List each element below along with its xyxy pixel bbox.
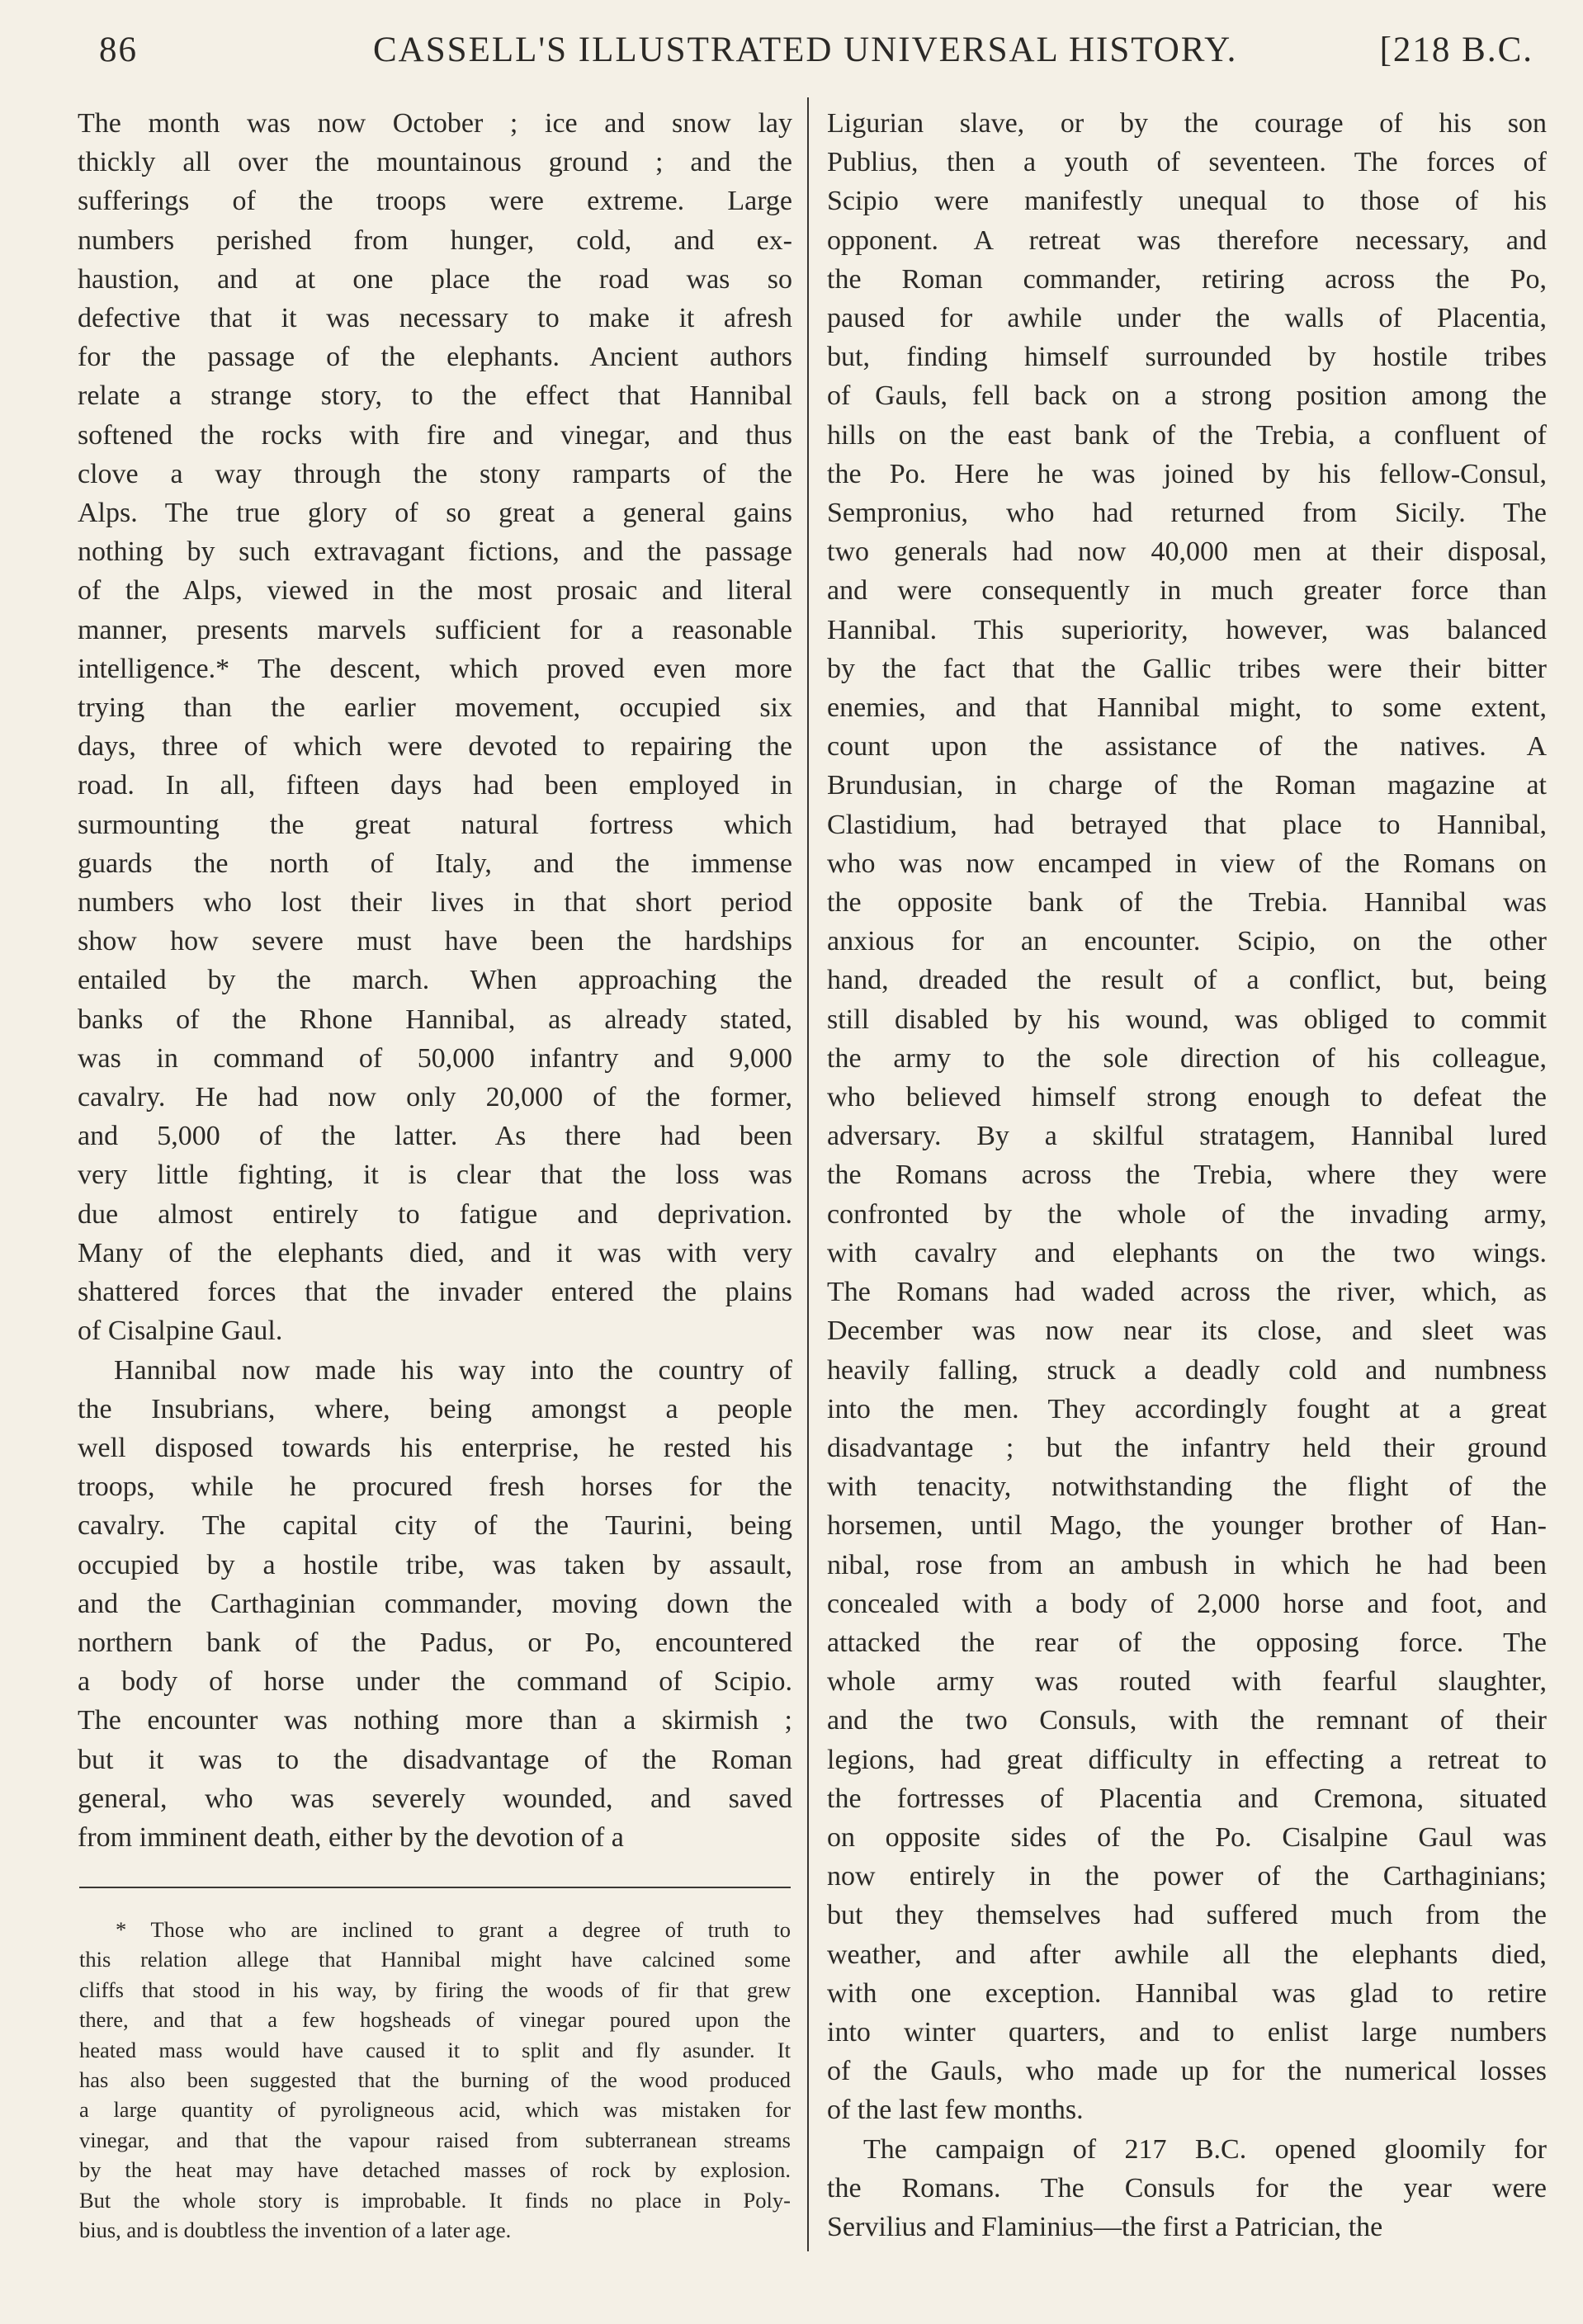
text-line: The encounter was nothing more than a skirmish ; [78, 1705, 792, 1736]
text-line: and were consequently in much greater force than [827, 575, 1547, 607]
text-line: into the men. They accordingly fought at a great [827, 1393, 1547, 1424]
text-line: the opposite bank of the Trebia. Hannibal was [827, 887, 1547, 919]
text-line: of the last few months. [827, 2095, 1084, 2126]
text-line: cavalry. He had now only 20,000 of the former, [78, 1082, 792, 1113]
text-line: softened the rocks with fire and vinegar, and thus [78, 419, 792, 451]
text-line: a body of horse under the command of Scipio. [78, 1666, 792, 1698]
text-line: with tenacity, notwithstanding the flight of the [827, 1471, 1547, 1503]
text-line: of the Gauls, who made up for the numerical losses [827, 2056, 1547, 2087]
text-line: the Romans. The Consuls for the year were [827, 2172, 1547, 2204]
text-line: cavalry. The capital city of the Taurini, being [78, 1510, 792, 1542]
text-line: occupied by a hostile tribe, was taken by assault, [78, 1549, 792, 1580]
text-line: due almost entirely to fatigue and deprivation. [78, 1198, 792, 1230]
text-line: guards the north of Italy, and the immense [78, 848, 792, 879]
text-line: but, finding himself surrounded by hostile tribes [827, 342, 1547, 373]
text-line: on opposite sides of the Po. Cisalpine Gaul was [827, 1821, 1547, 1853]
text-line: confronted by the whole of the invading army, [827, 1198, 1547, 1230]
text-line: the Romans across the Trebia, where they were [827, 1160, 1547, 1191]
footnote-line: by the heat may have detached masses of rock by explosion. [79, 2157, 791, 2183]
text-line: Hannibal now made his way into the country of [114, 1354, 792, 1386]
text-line: the Po. Here he was joined by his fellow-Consul, [827, 458, 1547, 489]
text-line: who was now encamped in view of the Romans on [827, 848, 1547, 879]
text-line: the Roman commander, retiring across the Po, [827, 263, 1547, 295]
text-line: legions, had great difficulty in effecting a retreat to [827, 1744, 1547, 1775]
text-line: intelligence.* The descent, which proved even more [78, 653, 792, 684]
text-line: hills on the east bank of the Trebia, a confluent of [827, 419, 1547, 451]
text-line: horsemen, until Mago, the younger brother of Han- [827, 1510, 1547, 1542]
text-line: December was now near its close, and sleet was [827, 1316, 1547, 1347]
text-line: Hannibal. This superiority, however, was balanced [827, 614, 1547, 645]
text-line: paused for awhile under the walls of Placentia, [827, 303, 1547, 334]
text-line: The campaign of 217 B.C. opened gloomily for [863, 2133, 1547, 2165]
text-line: Clastidium, had betrayed that place to Hannibal, [827, 809, 1547, 840]
text-line: adversary. By a skilful stratagem, Hannibal lured [827, 1121, 1547, 1152]
footnote-line: But the whole story is improbable. It finds no place in Poly- [79, 2187, 791, 2213]
text-line: Sempronius, who had returned from Sicily. The [827, 498, 1547, 529]
text-line: The month was now October ; ice and snow lay [78, 108, 792, 139]
text-line: by the fact that the Gallic tribes were their bitter [827, 653, 1547, 684]
text-line: but they themselves had suffered much from the [827, 1900, 1547, 1931]
text-line: days, three of which were devoted to repairing the [78, 731, 792, 763]
text-line: nibal, rose from an ambush in which he had been [827, 1549, 1547, 1580]
text-line: into winter quarters, and to enlist large numbers [827, 2016, 1547, 2048]
text-line: and 5,000 of the latter. As there had been [78, 1121, 792, 1152]
text-line: but it was to the disadvantage of the Roman [78, 1744, 792, 1775]
text-line: and the Carthaginian commander, moving down the [78, 1588, 792, 1619]
text-line: numbers who lost their lives in that short period [78, 887, 792, 919]
text-line: shattered forces that the invader entered the plains [78, 1277, 792, 1308]
text-line: The Romans had waded across the river, which, as [827, 1277, 1547, 1308]
text-line: from imminent death, either by the devotion of a [78, 1821, 624, 1853]
text-line: anxious for an encounter. Scipio, on the other [827, 926, 1547, 957]
running-header [92, 30, 1533, 79]
text-line: banks of the Rhone Hannibal, as already stated, [78, 1004, 792, 1035]
text-line: Ligurian slave, or by the courage of his son [827, 108, 1547, 139]
footnote-rule [79, 1887, 791, 1888]
text-line: and the two Consuls, with the remnant of their [827, 1705, 1547, 1736]
left-column [78, 104, 792, 1857]
text-line: with cavalry and elephants on the two wings. [827, 1237, 1547, 1268]
text-line: Scipio were manifestly unequal to those of his [827, 186, 1547, 217]
text-line: now entirely in the power of the Carthaginians; [827, 1861, 1547, 1892]
text-line: road. In all, fifteen days had been employed in [78, 770, 792, 801]
text-line: very little fighting, it is clear that the loss was [78, 1160, 792, 1191]
running-title: CASSELL'S ILLUSTRATED UNIVERSAL HISTORY. [373, 31, 1238, 69]
text-line: clove a way through the stony ramparts of the [78, 458, 792, 489]
footnote-line: a large quantity of pyroligneous acid, which was mistaken for [79, 2097, 791, 2123]
footnote-line: this relation allege that Hannibal might have calcined some [79, 1947, 791, 1972]
text-line: northern bank of the Padus, or Po, encountered [78, 1627, 792, 1658]
text-line: manner, presents marvels sufficient for a reasonable [78, 614, 792, 645]
text-line: concealed with a body of 2,000 horse and foot, and [827, 1588, 1547, 1619]
text-line: show how severe must have been the hardships [78, 926, 792, 957]
text-line: troops, while he procured fresh horses for the [78, 1471, 792, 1503]
page-number: 86 [99, 31, 138, 69]
text-line: the army to the sole direction of his colleague, [827, 1042, 1547, 1074]
text-line: relate a strange story, to the effect that Hannibal [78, 380, 792, 412]
footnote [79, 1915, 791, 2245]
text-line: thickly all over the mountainous ground ; and the [78, 147, 792, 178]
footnote-line: has also been suggested that the burning of the wood produced [79, 2067, 791, 2093]
footnote-line: vinegar, and that the vapour raised from subterranean streams [79, 2127, 791, 2152]
text-line: heavily falling, struck a deadly cold and numbness [827, 1354, 1547, 1386]
footnote-line: bius, and is doubtless the invention of a later age. [79, 2218, 512, 2243]
text-line: with one exception. Hannibal was glad to retire [827, 1977, 1547, 2009]
text-line: Many of the elephants died, and it was with very [78, 1237, 792, 1268]
text-line: numbers perished from hunger, cold, and ex- [78, 224, 792, 256]
footnote-line: * Those who are inclined to grant a degree of truth to [116, 1917, 791, 1942]
text-line: entailed by the march. When approaching the [78, 965, 792, 996]
text-line: who believed himself strong enough to defeat the [827, 1082, 1547, 1113]
footnote-line: cliffs that stood in his way, by firing the woods of fir that grew [79, 1977, 791, 2002]
text-line: disadvantage ; but the infantry held their ground [827, 1432, 1547, 1463]
text-line: the Insubrians, where, being amongst a people [78, 1393, 792, 1424]
text-line: trying than the earlier movement, occupied six [78, 692, 792, 724]
text-line: of the Alps, viewed in the most prosaic and literal [78, 575, 792, 607]
text-line: two generals had now 40,000 men at their disposal, [827, 536, 1547, 568]
text-line: Brundusian, in charge of the Roman magazine at [827, 770, 1547, 801]
text-line: enemies, and that Hannibal might, to some extent, [827, 692, 1547, 724]
text-line: Alps. The true glory of so great a general gains [78, 498, 792, 529]
text-line: nothing by such extravagant fictions, and the passage [78, 536, 792, 568]
text-line: whole army was routed with fearful slaughter, [827, 1666, 1547, 1698]
text-line: general, who was severely wounded, and saved [78, 1783, 792, 1814]
text-line: still disabled by his wound, was obliged to commit [827, 1004, 1547, 1035]
text-line: Servilius and Flaminius—the first a Patrician, the [827, 2211, 1383, 2242]
text-line: Publius, then a youth of seventeen. The forces of [827, 147, 1547, 178]
text-line: count upon the assistance of the natives. A [827, 731, 1547, 763]
text-line: for the passage of the elephants. Ancient authors [78, 342, 792, 373]
column-divider [807, 97, 809, 2251]
text-line: well disposed towards his enterprise, he rested his [78, 1432, 792, 1463]
text-line: defective that it was necessary to make it afresh [78, 303, 792, 334]
footnote-line: heated mass would have caused it to split and fly asunder. It [79, 2037, 791, 2062]
text-line: was in command of 50,000 infantry and 9,000 [78, 1042, 792, 1074]
text-line: surmounting the great natural fortress which [78, 809, 792, 840]
text-line: the fortresses of Placentia and Cremona, situated [827, 1783, 1547, 1814]
footnote-line: there, and that a few hogsheads of vinegar poured upon the [79, 2007, 791, 2033]
text-line: hand, dreaded the result of a conflict, but, being [827, 965, 1547, 996]
text-line: of Gauls, fell back on a strong position among the [827, 380, 1547, 412]
text-line: attacked the rear of the opposing force. The [827, 1627, 1547, 1658]
running-date: [218 B.C. [1379, 31, 1533, 69]
text-line: sufferings of the troops were extreme. Large [78, 186, 792, 217]
text-line: opponent. A retreat was therefore necessary, and [827, 224, 1547, 256]
text-line: haustion, and at one place the road was so [78, 263, 792, 295]
text-line: of Cisalpine Gaul. [78, 1316, 283, 1347]
text-line: weather, and after awhile all the elephants died, [827, 1939, 1547, 1970]
right-column [827, 104, 1547, 2246]
